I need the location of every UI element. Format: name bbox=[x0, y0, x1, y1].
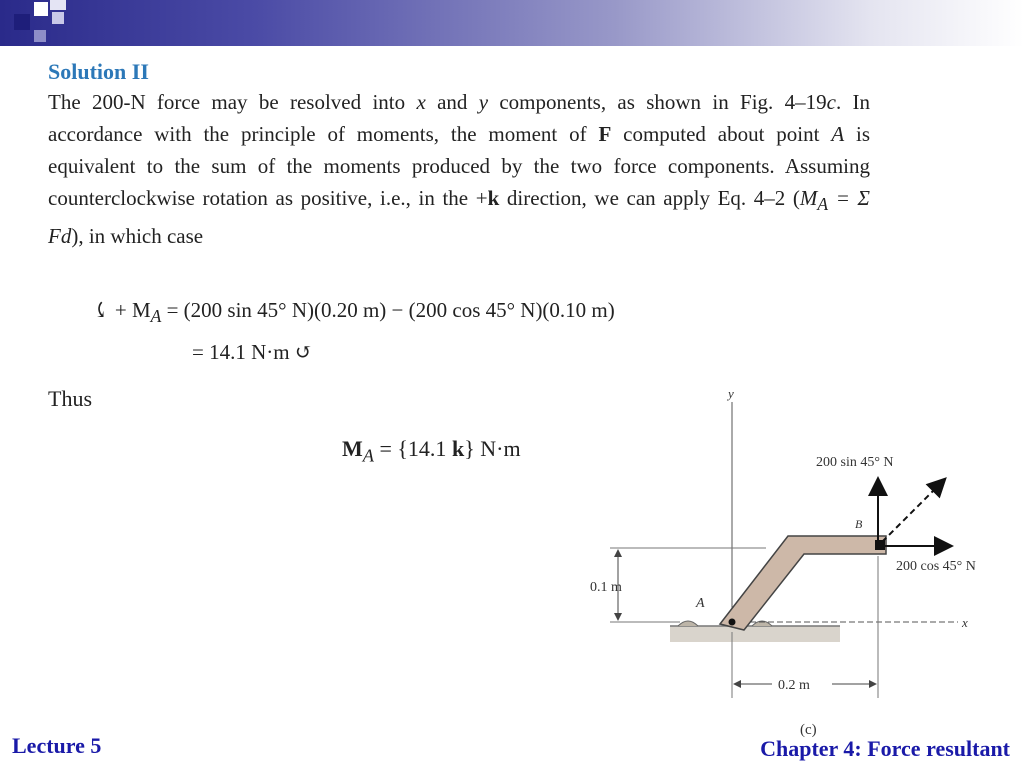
force-vertical-label: 200 sin 45° N bbox=[816, 455, 894, 470]
bent-bar bbox=[720, 536, 886, 630]
header-square-mid bbox=[34, 30, 46, 42]
ground bbox=[670, 626, 840, 642]
footer-chapter: Chapter 4: Force resultant bbox=[760, 736, 1010, 761]
figure-caption: (c) bbox=[800, 722, 817, 738]
header-band bbox=[0, 0, 1024, 46]
support-left bbox=[678, 621, 698, 626]
point-b-label: B bbox=[855, 517, 863, 531]
figure-c bbox=[570, 380, 1024, 740]
thus-label: Thus bbox=[48, 386, 92, 411]
y-axis-label: y bbox=[728, 386, 734, 401]
dim-vertical-label: 0.1 m bbox=[590, 580, 622, 595]
solution-paragraph: The 200-N force may be resolved into x and y components, as shown in Fig. 4–19c. In accordance with the principle of moments, the moment of F computed about point A is equivalent to the sum of the moments produced by the two force components. Assuming counterclockwise rotation as positive, i.e., in the +k direction, we can apply Eq. 4–2 ($M_A = \Sigma$ Fd), in which case bbox=[48, 90, 871, 249]
header-square-light bbox=[52, 12, 64, 24]
x-axis-label: x bbox=[962, 615, 968, 630]
dim-horizontal-label: 0.2 m bbox=[778, 678, 810, 693]
equation-result: = 14.1 N·m ↺ bbox=[192, 340, 313, 364]
header-square-white bbox=[34, 2, 48, 16]
result-vector: $M_A = \{14.1$ k} N·m bbox=[342, 436, 521, 466]
equation-moment: ⤹ + $M_A = (200$ sin 45° N)(0.20 m) − (200 cos 45° N)(0.10 m) bbox=[92, 298, 615, 327]
point-a-label: A bbox=[696, 596, 705, 611]
force-diagram bbox=[570, 380, 1024, 740]
header-square-pale bbox=[50, 0, 66, 10]
footer-lecture: Lecture 5 bbox=[12, 733, 102, 758]
point-a bbox=[729, 619, 736, 626]
solution-block bbox=[48, 58, 870, 252]
solution-title: Solution II bbox=[48, 59, 149, 84]
force-horizontal-label: 200 cos 45° N bbox=[896, 559, 976, 574]
header-square-dark bbox=[14, 14, 30, 30]
force-resultant-arrow bbox=[882, 480, 944, 542]
